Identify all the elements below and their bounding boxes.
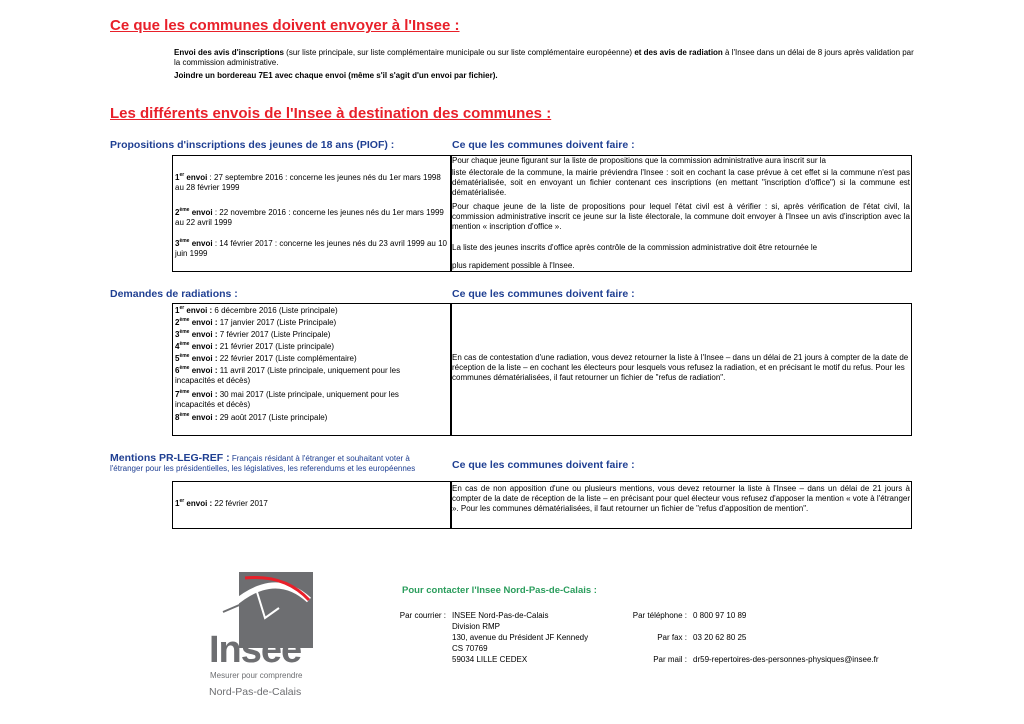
p1-normal-b: à l'Insee dans un délai de 8 jours après validation par la commission administrative. bbox=[174, 48, 914, 67]
piof-table bbox=[172, 155, 912, 272]
mentions-right-heading: Ce que les communes doivent faire : bbox=[452, 459, 635, 471]
radiation-envoi-8: 8ème envoi : 29 août 2017 (Liste principale) bbox=[175, 412, 328, 422]
mentions-heading-sub: Français résidant à l'étranger et souhaitant voter à l'étranger pour les présidentielles, les législatives, les referendums et les européennes bbox=[110, 454, 416, 473]
radiation-envoi-7: 7ème envoi : 30 mai 2017 (Liste principale, uniquement pour les incapacités et décès) bbox=[175, 389, 399, 409]
radiation-envoi-1: 1er envoi : 6 décembre 2016 (Liste principale) bbox=[175, 305, 338, 315]
p1-bold-b: et des avis de radiation bbox=[632, 48, 723, 57]
section1-title: Ce que les communes doivent envoyer à l'Insee : bbox=[110, 17, 460, 34]
mentions-table bbox=[172, 481, 912, 529]
insee-logo-tagline: Mesurer pour comprendre bbox=[210, 671, 303, 680]
mentions-right-text: En cas de non apposition d'une ou plusieurs mentions, vous devez retourner la liste à l'Insee – dans un délai de 21 jours à compter de la date de réception de la liste – en précisant pour quel électeur vous refusez d'apposer la mention « vote à l'étranger ». Pour les communes dématérialisées, il faut retourner un fichier de "refus d'apposition de mention". bbox=[452, 484, 910, 513]
address-line: INSEE Nord-Pas-de-Calais bbox=[452, 611, 549, 620]
address-line: 59034 LILLE CEDEX bbox=[452, 655, 528, 664]
address-line: 130, avenue du Président JF Kennedy bbox=[452, 633, 589, 642]
contact-courrier-address bbox=[452, 610, 588, 665]
radiations-heading: Demandes de radiations : bbox=[110, 288, 238, 300]
p1-normal-a: (sur liste principale, sur liste complémentaire municipale ou sur liste complémentaire européenne) bbox=[283, 48, 633, 57]
mentions-heading bbox=[110, 453, 445, 474]
address-line: CS 70769 bbox=[452, 644, 488, 653]
section2-title: Les différents envois de l'Insee à destination des communes : bbox=[110, 105, 552, 122]
insee-logo-brand: Insee bbox=[209, 629, 302, 671]
contact-fax-value: 03 20 62 80 25 bbox=[693, 633, 747, 642]
piof-right-p3b: plus rapidement possible à l'Insee. bbox=[452, 261, 575, 270]
address-line: Division RMP bbox=[452, 622, 501, 631]
piof-envoi-2: 2ème envoi : 22 novembre 2016 : concerne les jeunes nés du 1er mars 1999 au 22 avril 1999 bbox=[175, 207, 444, 227]
contact-title: Pour contacter l'Insee Nord-Pas-de-Calais : bbox=[402, 585, 597, 596]
radiations-right-text: En cas de contestation d'une radiation, vous devez retourner la liste à l'Insee – dans un délai de 21 jours à compter de la date de réception de la liste – en cochant les électeurs pour lesquels vous refusez la radiation, et en précisant le motif du refus. Pour les communes dématérialisées, il faut retourner un fichier de "refus de radiation". bbox=[452, 353, 909, 382]
piof-right-p3a: La liste des jeunes inscrits d'office après contrôle de la commission administrative doit être retournée le bbox=[452, 243, 818, 252]
contact-mail-link[interactable]: dr59-repertoires-des-personnes-physiques@insee.fr bbox=[693, 655, 879, 664]
piof-right-p1b: liste électorale de la commune, la mairie préviendra l'Insee : soit en cochant la case prévue à cet effet si la commune n'est pas dématérialisée, soit en envoyant un fichier contenant ces inscriptions (en mettant "inscription d'office") si la commune est dématérialisée. bbox=[452, 168, 910, 197]
mentions-envoi-1: 1er envoi : 22 février 2017 bbox=[175, 498, 268, 508]
radiation-envoi-6: 6ème envoi : 11 avril 2017 (Liste principale, uniquement pour les incapacités et décès) bbox=[175, 365, 401, 385]
radiation-envoi-4: 4ème envoi : 21 février 2017 (Liste principale) bbox=[175, 341, 334, 351]
contact-mail-label: Par mail : bbox=[653, 655, 687, 664]
section1-paragraph bbox=[174, 48, 914, 68]
insee-logo-region: Nord-Pas-de-Calais bbox=[209, 686, 302, 698]
piof-right-p2: Pour chaque jeune de la liste de propositions pour lequel l'état civil est à vérifier : si, après vérification de l'état civil, la commission administrative inscrit ce jeune sur la liste électorale, la commune doit envoyer à l'Insee un avis d'inscription avec la mention « inscription d'office ». bbox=[452, 202, 910, 231]
piof-heading: Propositions d'inscriptions des jeunes de 18 ans (PIOF) : bbox=[110, 139, 395, 151]
radiations-right-heading: Ce que les communes doivent faire : bbox=[452, 288, 635, 300]
piof-right-p1a: Pour chaque jeune figurant sur la liste de propositions que la commission administrative aura inscrit sur la bbox=[452, 156, 826, 165]
radiations-table bbox=[172, 303, 912, 436]
radiation-envoi-3: 3ème envoi : 7 février 2017 (Liste Principale) bbox=[175, 329, 331, 339]
piof-envoi-1: 1er envoi : 27 septembre 2016 : concerne les jeunes nés du 1er mars 1998 au 28 février 1999 bbox=[175, 172, 441, 192]
piof-envoi-3: 3ème envoi : 14 février 2017 : concerne les jeunes nés du 23 avril 1999 au 10 juin 1999 bbox=[175, 238, 447, 258]
contact-tel-label: Par téléphone : bbox=[632, 611, 687, 620]
mentions-heading-title: Mentions PR-LEG-REF : bbox=[110, 452, 230, 464]
insee-logo bbox=[205, 570, 320, 705]
contact-tel-value: 0 800 97 10 89 bbox=[693, 611, 747, 620]
contact-courrier-label: Par courrier : bbox=[399, 611, 446, 620]
section1-bordereau: Joindre un bordereau 7E1 avec chaque envoi (même s'il s'agit d'un envoi par fichier). bbox=[174, 71, 498, 80]
piof-right-heading: Ce que les communes doivent faire : bbox=[452, 139, 635, 151]
radiation-envoi-2: 2ème envoi : 17 janvier 2017 (Liste Principale) bbox=[175, 317, 337, 327]
contact-fax-label: Par fax : bbox=[657, 633, 687, 642]
p1-bold-a: Envoi des avis d'inscriptions bbox=[174, 48, 284, 57]
radiation-envoi-5: 5ème envoi : 22 février 2017 (Liste complémentaire) bbox=[175, 353, 357, 363]
